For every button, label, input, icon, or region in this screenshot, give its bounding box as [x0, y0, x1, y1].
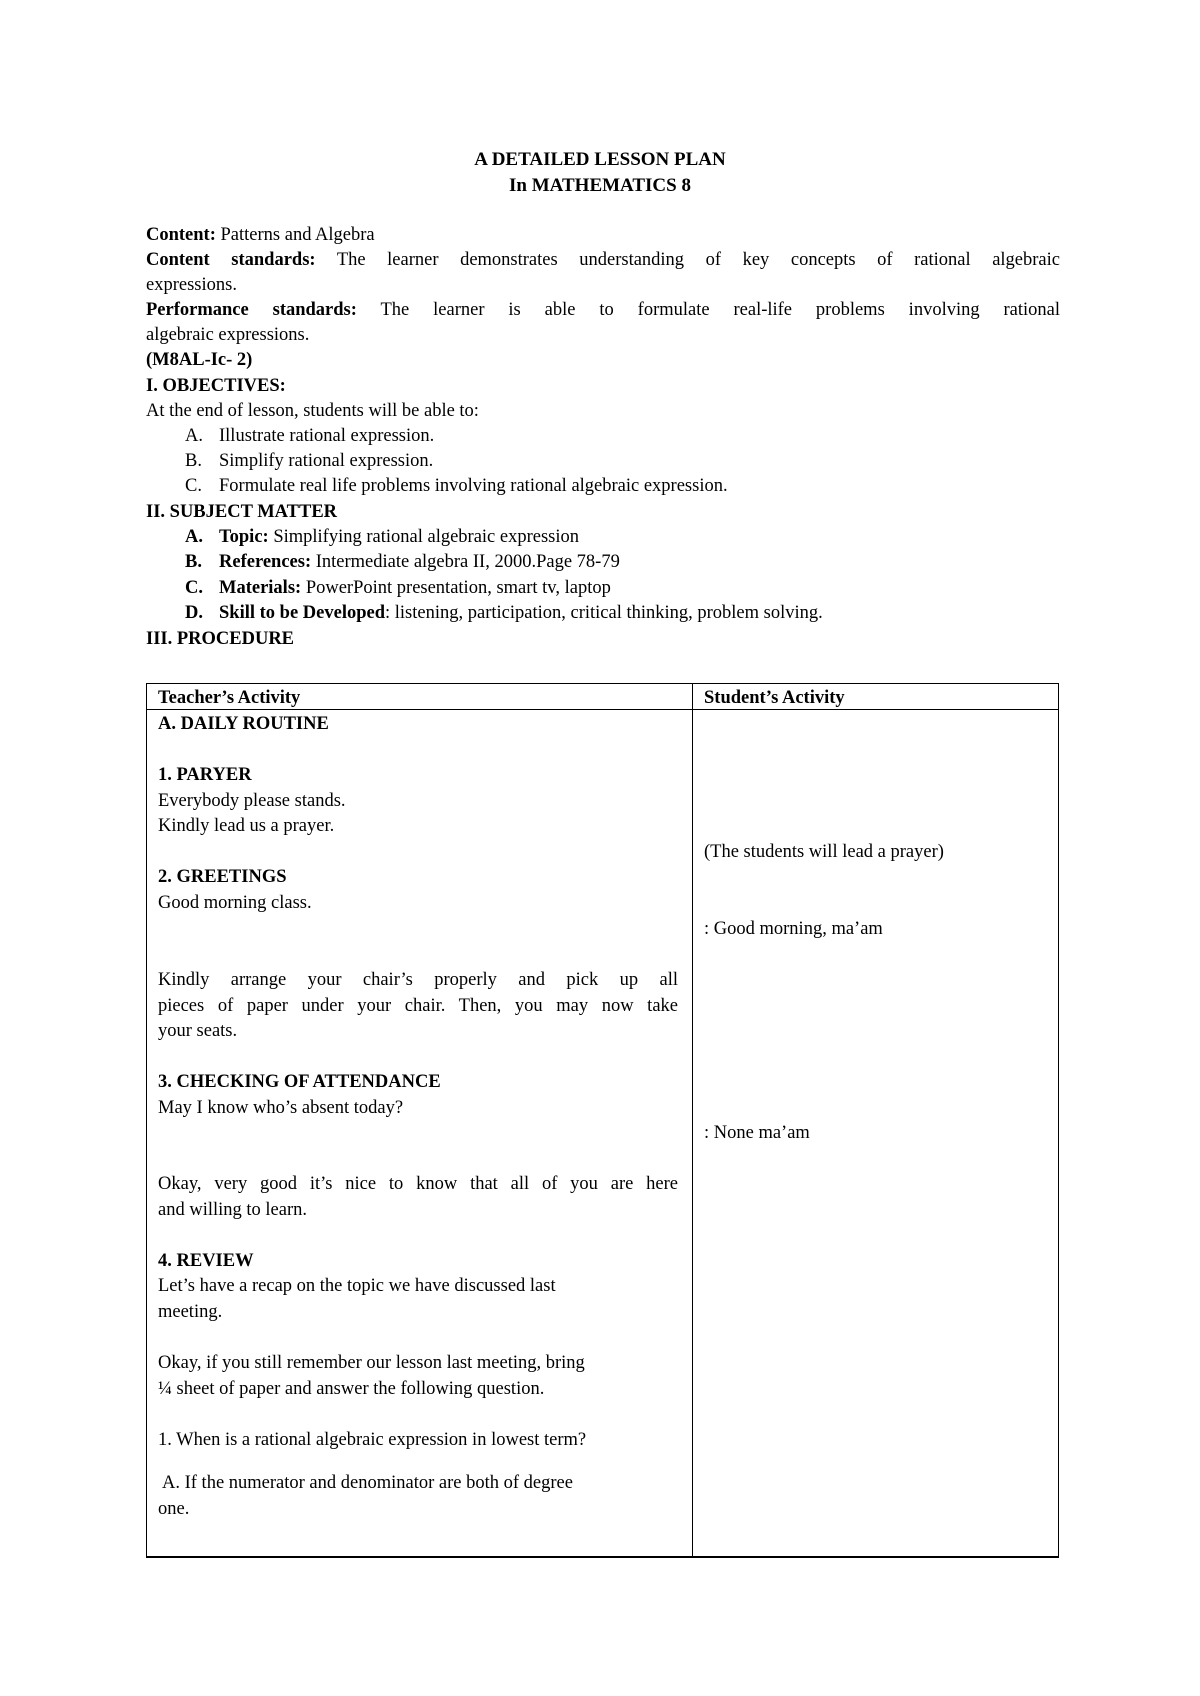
student-activity-header: Student’s Activity — [704, 688, 845, 708]
skills-letter: D. — [185, 603, 203, 623]
prayer-line-1: Everybody please stands. — [158, 791, 346, 811]
student-greeting-response: : Good morning, ma’am — [704, 919, 883, 939]
performance-standards-label: Performance standards: — [146, 300, 357, 320]
content-standards-label: Content standards: — [146, 250, 316, 270]
performance-standards-line1: Performance standards: The learner is able to formulate real-life problems involving rational — [146, 300, 1061, 320]
content-value: Patterns and Algebra — [220, 225, 375, 245]
document-subtitle: In MATHEMATICS 8 — [509, 175, 691, 196]
review-line-1: Let’s have a recap on the topic we have discussed last — [158, 1276, 556, 1296]
content-standards-line2: expressions. — [146, 275, 237, 295]
content-standards-line1: Content standards: The learner demonstrates understanding of key concepts of rational algebraic — [146, 250, 1060, 270]
document-title: A DETAILED LESSON PLAN — [474, 149, 726, 170]
objective-b-letter: B. — [185, 451, 202, 471]
okay-line-2: and willing to learn. — [158, 1200, 307, 1220]
subject-matter-heading: II. SUBJECT MATTER — [146, 502, 338, 522]
review-line-2: meeting. — [158, 1302, 223, 1322]
objective-c-letter: C. — [185, 476, 202, 496]
student-attendance-response: : None ma’am — [704, 1123, 810, 1143]
okay-line-1: Okay, very good it’s nice to know that all of you are here — [158, 1174, 678, 1194]
prayer-heading: 1. PARYER — [158, 765, 252, 785]
table-left-border — [146, 683, 147, 1558]
daily-routine-heading: A. DAILY ROUTINE — [158, 714, 329, 734]
materials-letter: C. — [185, 578, 203, 598]
arrange-line-1: Kindly arrange your chair’s properly and pick up all — [158, 970, 678, 990]
answer-a-line-1: A. If the numerator and denominator are both of degree — [162, 1473, 573, 1493]
table-header-divider — [146, 709, 1059, 710]
answer-a-line-2: one. — [158, 1499, 190, 1519]
student-prayer-response: (The students will lead a prayer) — [704, 842, 944, 862]
objective-a-letter: A. — [185, 426, 203, 446]
arrange-line-3: your seats. — [158, 1021, 238, 1041]
table-top-border — [146, 683, 1059, 684]
skills-row: Skill to be Developed: listening, participation, critical thinking, problem solving. — [219, 603, 823, 623]
table-column-divider — [692, 683, 693, 1558]
greetings-heading: 2. GREETINGS — [158, 867, 287, 887]
references-row: References: Intermediate algebra II, 2000.Page 78-79 — [219, 552, 620, 572]
references-letter: B. — [185, 552, 202, 572]
bring-line-2: ¼ sheet of paper and answer the following question. — [158, 1379, 545, 1399]
greetings-line-1: Good morning class. — [158, 893, 312, 913]
bring-line-1: Okay, if you still remember our lesson last meeting, bring — [158, 1353, 585, 1373]
topic-letter: A. — [185, 527, 203, 547]
attendance-line-1: May I know who’s absent today? — [158, 1098, 404, 1118]
table-right-border — [1058, 683, 1059, 1558]
arrange-line-2: pieces of paper under your chair. Then, you may now take — [158, 996, 678, 1016]
procedure-heading: III. PROCEDURE — [146, 629, 295, 649]
content-label: Content: — [146, 225, 216, 245]
attendance-heading: 3. CHECKING OF ATTENDANCE — [158, 1072, 441, 1092]
review-heading: 4. REVIEW — [158, 1251, 254, 1271]
competency-code: (M8AL-Ic- 2) — [146, 350, 253, 370]
topic-row: Topic: Simplifying rational algebraic expression — [219, 527, 580, 547]
materials-row: Materials: PowerPoint presentation, smart tv, laptop — [219, 578, 611, 598]
objectives-heading: I. OBJECTIVES: — [146, 376, 286, 396]
objective-a-text: Illustrate rational expression. — [219, 426, 435, 446]
review-question-1: 1. When is a rational algebraic expression in lowest term? — [158, 1430, 587, 1450]
content-row — [146, 226, 375, 245]
objectives-intro: At the end of lesson, students will be able to: — [146, 401, 479, 421]
prayer-line-2: Kindly lead us a prayer. — [158, 816, 335, 836]
performance-standards-line2: algebraic expressions. — [146, 325, 310, 345]
table-bottom-border — [146, 1556, 1059, 1558]
teacher-activity-header: Teacher’s Activity — [158, 688, 301, 708]
objective-b-text: Simplify rational expression. — [219, 451, 434, 471]
objective-c-text: Formulate real life problems involving rational algebraic expression. — [219, 476, 728, 496]
